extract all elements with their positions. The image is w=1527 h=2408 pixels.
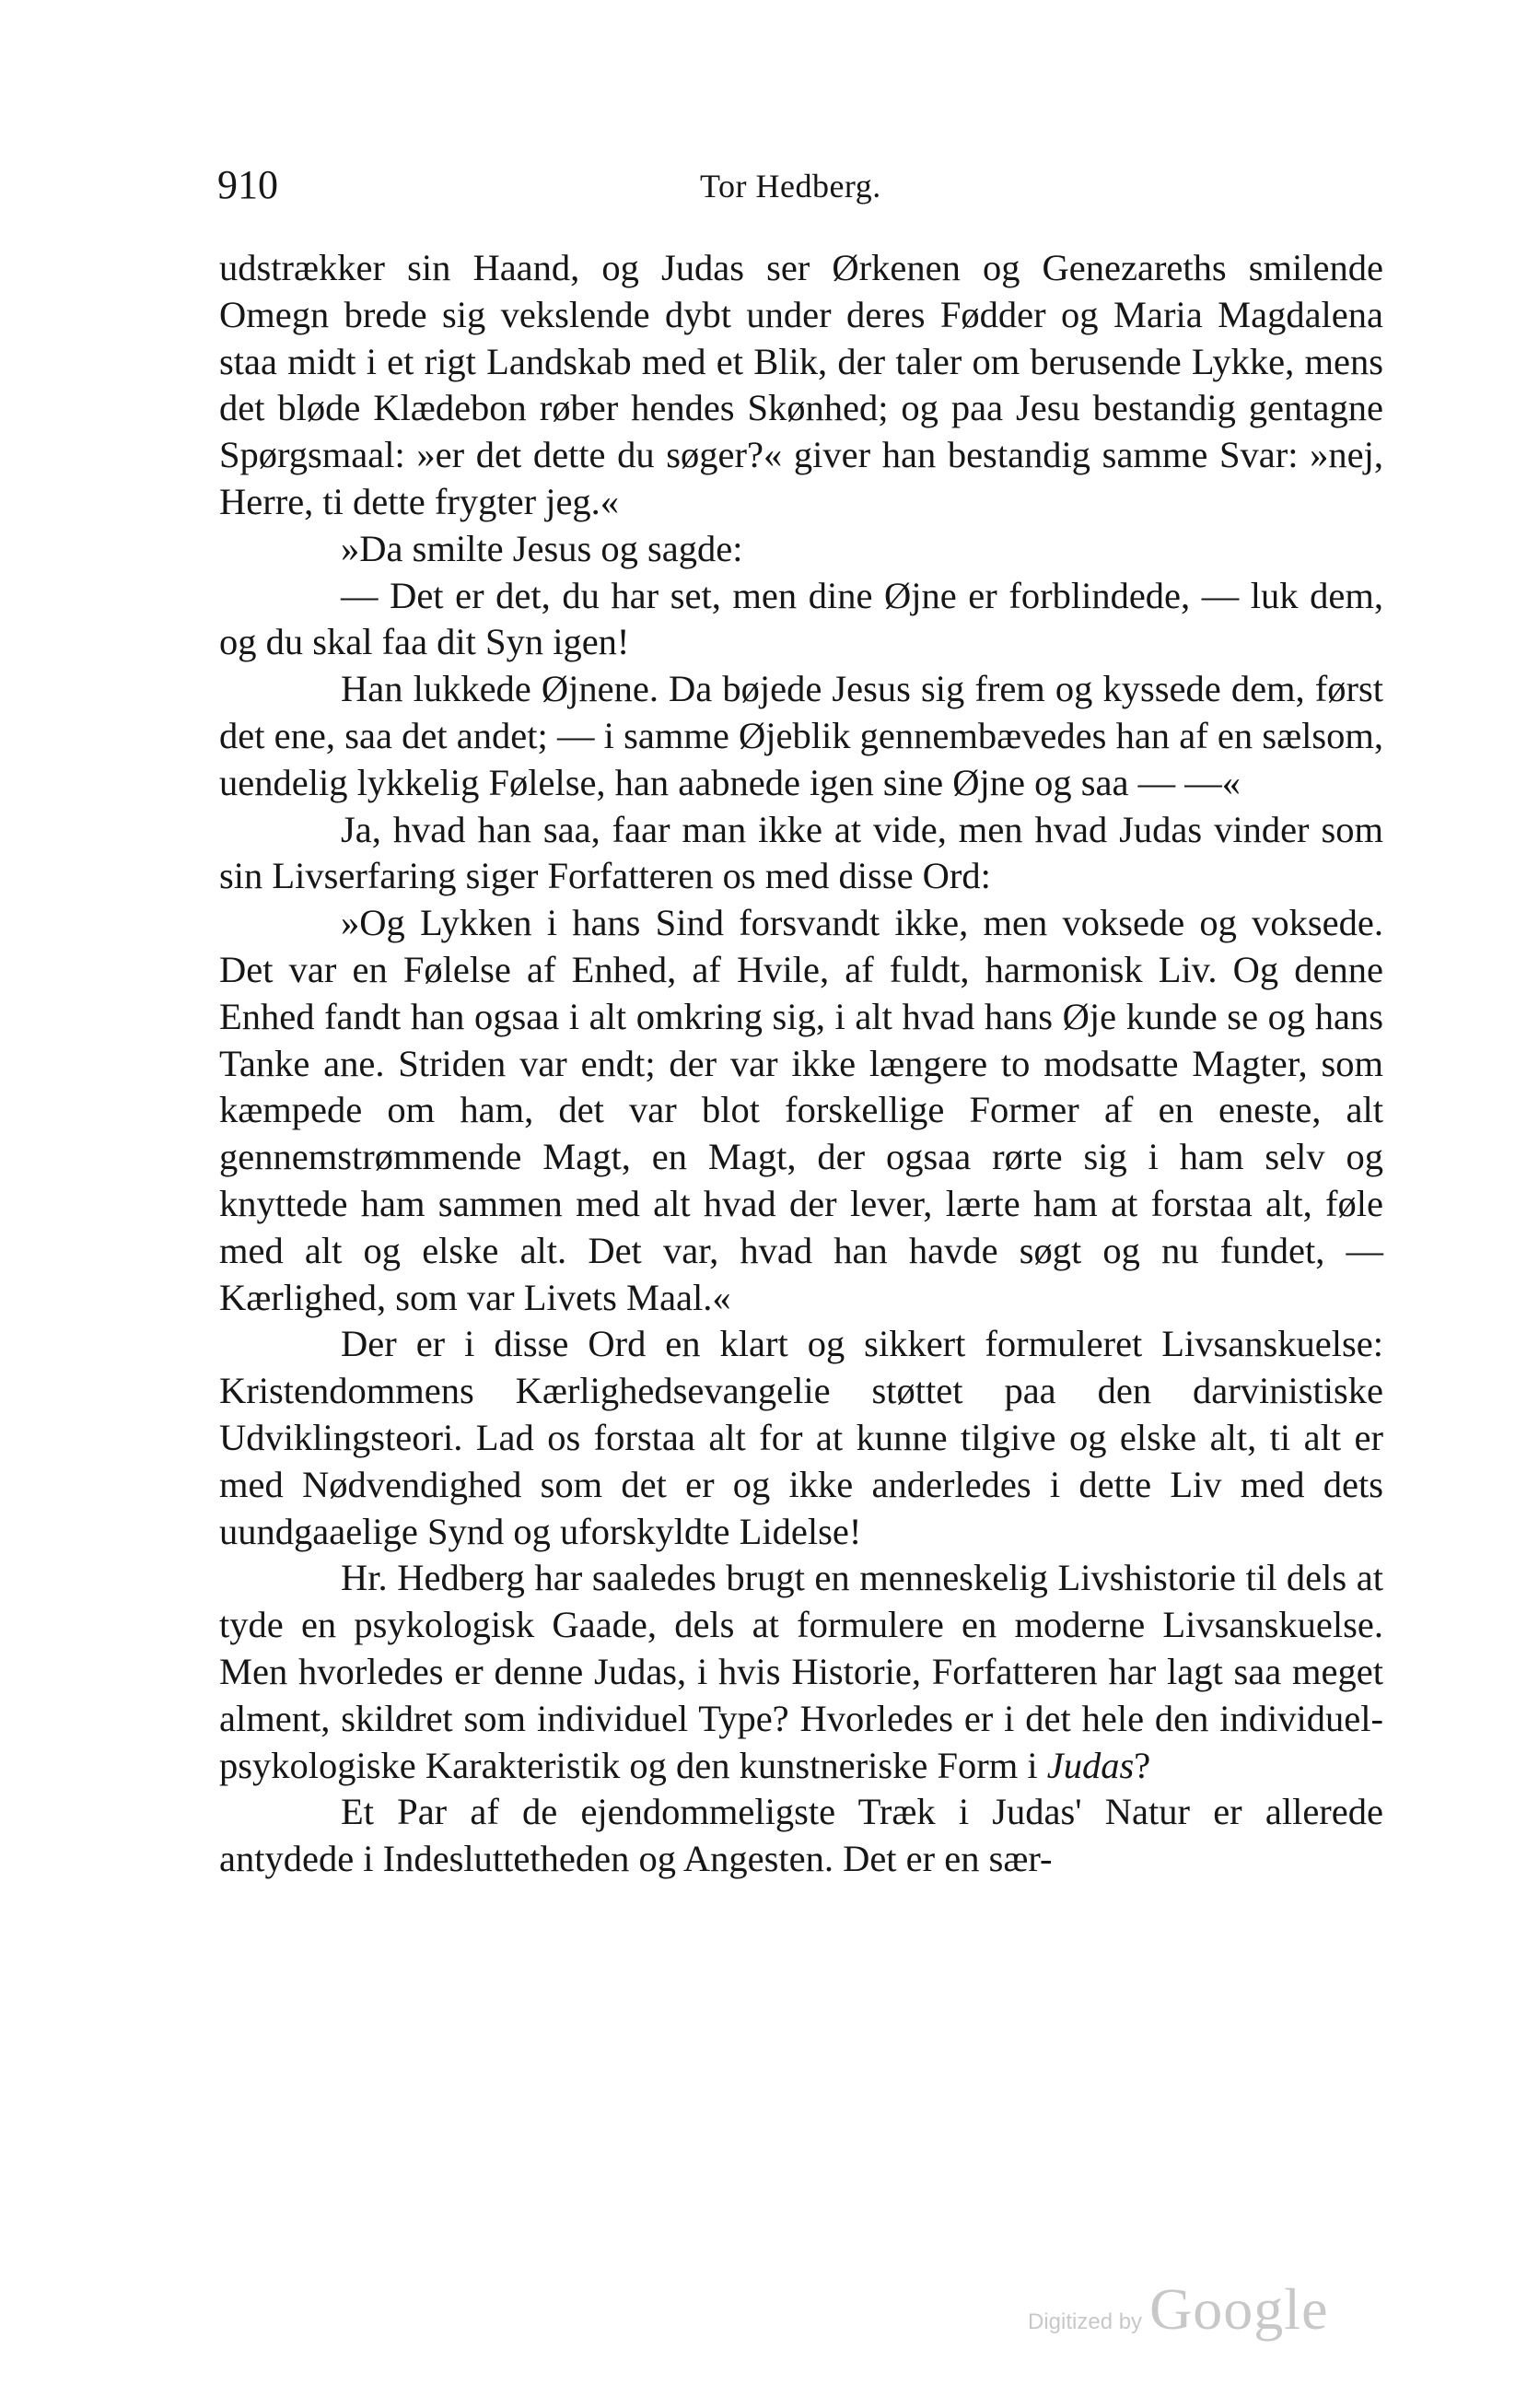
italic-title: Judas xyxy=(1046,1744,1135,1786)
running-head: Tor Hedberg. xyxy=(700,168,881,205)
paragraph-3: — Det er det, du har set, men dine Øjne er forblindede, — luk dem, og du skal faa dit Syn igen! xyxy=(219,574,1383,663)
paragraph-6: »Og Lykken i hans Sind forsvandt ikke, men voksede og voksede. Det var en Følelse af Enhed, af Hvile, af fuldt, harmonisk Liv. Og denne Enhed fandt han ogsaa i alt omkring sig, i alt hvad hans Øje kunde se og hans Tanke ane. Striden var endt; der var ikke længere to modsatte Magter, som kæmpede om ham, det var blot forskellige Former af en eneste, alt gennemstrømmende Magt, en Magt, der ogsaa rørte sig i ham selv og knyttede ham sammen med alt hvad der lever, lærte ham at forstaa alt, føle med alt og elske alt. Det var, hvad han havde søgt og nu fundet, — Kærlighed, som var Livets Maal.« xyxy=(219,902,1383,1318)
body-text xyxy=(219,245,1383,1883)
google-logo: Google xyxy=(1149,2276,1329,2342)
paragraph-8 xyxy=(219,1555,1383,1789)
paragraph-8-text: Hr. Hedberg har saaledes brugt en menneskelig Livshistorie til dels at tyde en psykologisk Gaade, dels at formulere en moderne Livsanskuelse. Men hvorledes er denne Judas, i hvis Historie, Forfatteren har lagt saa meget alment, skildret som individuel Type? Hvorledes er i det hele den individuel-psykologiske Karakteristik og den kunstneriske Form i xyxy=(219,1557,1383,1786)
page-number: 910 xyxy=(217,162,278,207)
paragraph-5: Ja, hvad han saa, faar man ikke at vide, men hvad Judas vinder som sin Livserfaring siger Forfatteren os med disse Ord: xyxy=(219,808,1383,897)
google-watermark xyxy=(1028,2275,1328,2344)
watermark-prefix: Digitized by xyxy=(1028,2309,1143,2334)
paragraph-4: Han lukkede Øjnene. Da bøjede Jesus sig frem og kyssede dem, først det ene, saa det andet; — i samme Øjeblik gennembævedes han af en sælsom, uendelig lykkelig Følelse, han aabnede igen sine Øjne og saa — —« xyxy=(219,668,1383,803)
paragraph-7: Der er i disse Ord en klart og sikkert formuleret Livsanskuelse: Kristendommens Kærlighedsevangelie støttet paa den darvinistiske Udviklingsteori. Lad os forstaa alt for at kunne tilgive og elske alt, ti alt er med Nødvendighed som det er og ikke anderledes i dette Liv med dets uundgaaelige Synd og uforskyldte Lidelse! xyxy=(219,1323,1383,1552)
paragraph-2: »Da smilte Jesus og sagde: xyxy=(341,527,743,569)
paragraph-8-end: ? xyxy=(1134,1744,1151,1786)
paragraph-1: udstrækker sin Haand, og Judas ser Ørkenen og Genezareths smilende Omegn brede sig vekslende dybt under deres Fødder og Maria Magdalena staa midt i et rigt Landskab med et Blik, der taler om berusende Lykke, mens det bløde Klædebon røber hendes Skønhed; og paa Jesu bestandig gentagne Spørgsmaal: »er det dette du søger?« giver han bestandig samme Svar: »nej, Herre, ti dette frygter jeg.« xyxy=(219,247,1383,522)
paragraph-9: Et Par af de ejendommeligste Træk i Judas' Natur er allerede antydede i Indesluttetheden og Angesten. Det er en sær- xyxy=(219,1791,1383,1880)
